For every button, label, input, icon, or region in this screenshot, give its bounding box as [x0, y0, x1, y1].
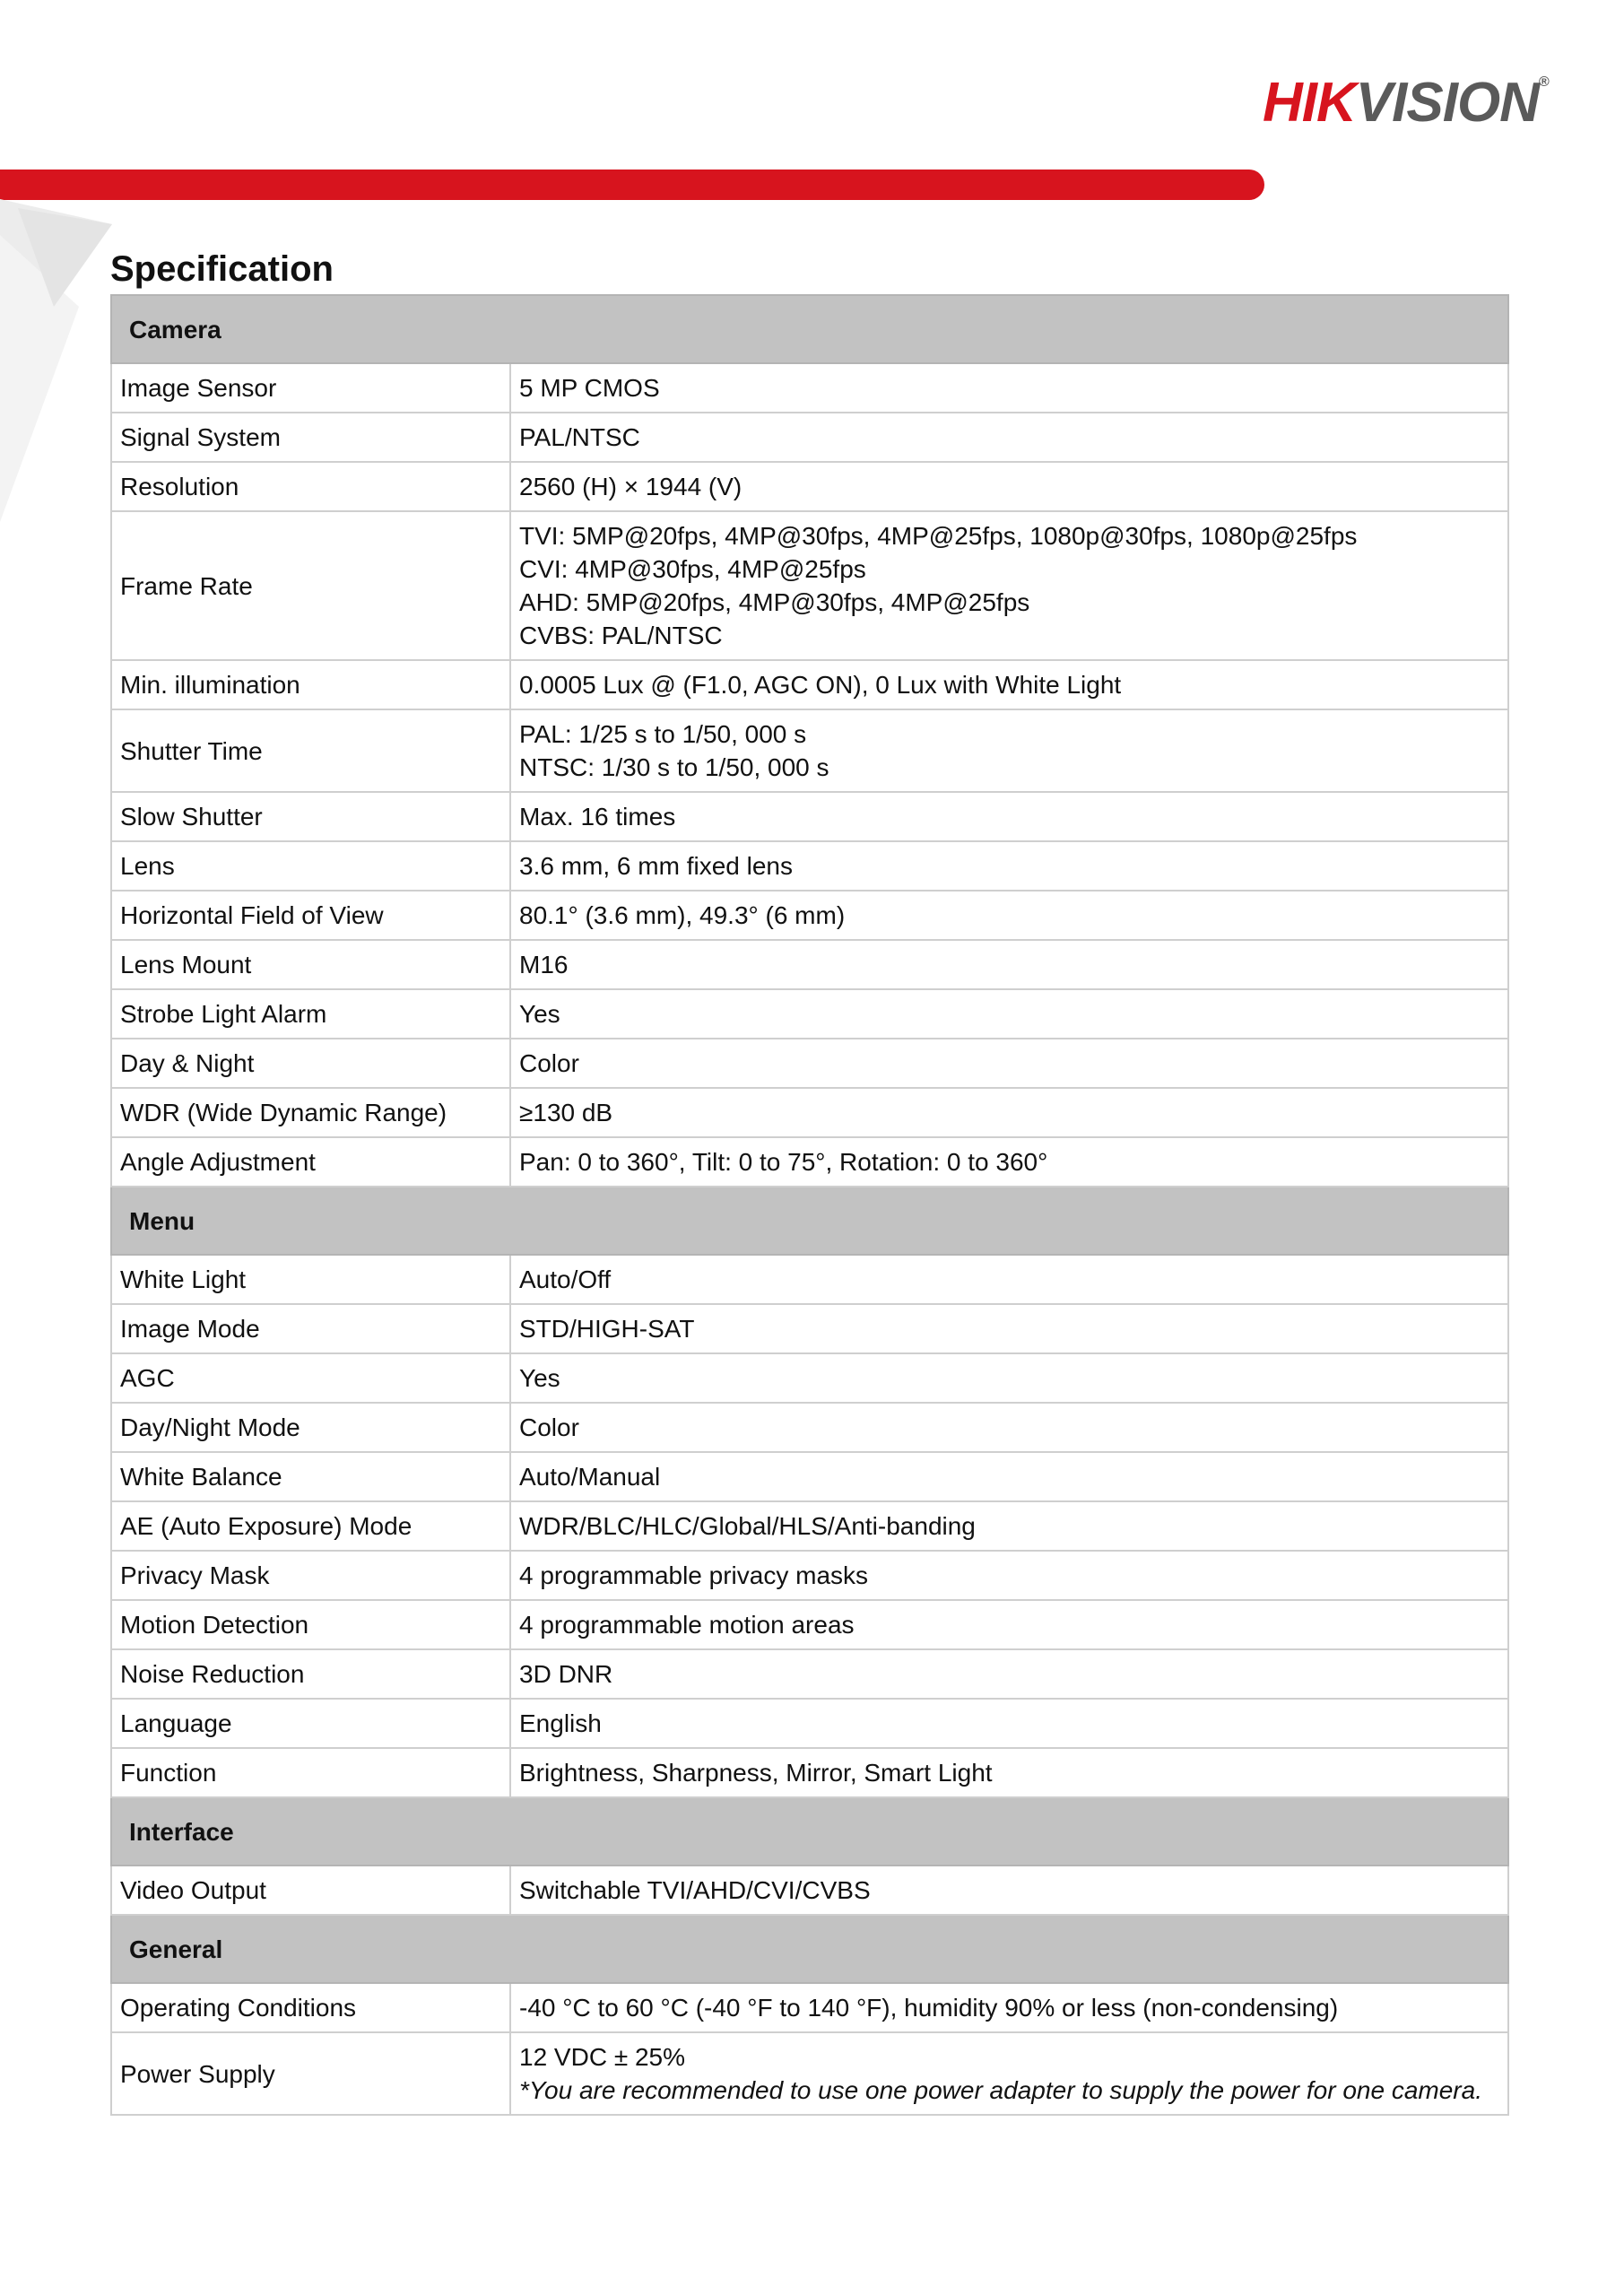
spec-value — [510, 1088, 1508, 1137]
spec-row — [111, 1649, 1508, 1699]
spec-label: Function — [111, 1748, 510, 1797]
spec-label: Slow Shutter — [111, 792, 510, 841]
spec-value-line: TVI: 5MP@20fps, 4MP@30fps, 4MP@25fps, 1080p@30fps, 1080p@25fps — [519, 522, 1358, 550]
spec-note: *You are recommended to use one power adapter to supply the power for one camera. — [519, 2076, 1482, 2104]
spec-row — [111, 1551, 1508, 1600]
spec-label: Power Supply — [111, 2032, 510, 2115]
spec-value-line: M16 — [519, 951, 569, 978]
spec-label: WDR (Wide Dynamic Range) — [111, 1088, 510, 1137]
spec-label: Angle Adjustment — [111, 1137, 510, 1187]
spec-label: Day/Night Mode — [111, 1403, 510, 1452]
spec-row — [111, 413, 1508, 462]
spec-label: Frame Rate — [111, 511, 510, 660]
spec-value — [510, 413, 1508, 462]
spec-value-line: 0.0005 Lux @ (F1.0, AGC ON), 0 Lux with White Light — [519, 671, 1122, 699]
spec-row — [111, 1600, 1508, 1649]
spec-value-line: PAL: 1/25 s to 1/50, 000 s — [519, 720, 807, 748]
spec-value — [510, 511, 1508, 660]
spec-row — [111, 709, 1508, 792]
spec-value — [510, 1983, 1508, 2032]
spec-row — [111, 511, 1508, 660]
spec-value — [510, 940, 1508, 989]
spec-value-line: Color — [519, 1413, 579, 1441]
spec-row — [111, 2032, 1508, 2115]
spec-value-line: STD/HIGH-SAT — [519, 1315, 695, 1343]
spec-label: Lens Mount — [111, 940, 510, 989]
spec-row — [111, 940, 1508, 989]
spec-label: Operating Conditions — [111, 1983, 510, 2032]
spec-value-line: Brightness, Sharpness, Mirror, Smart Light — [519, 1759, 993, 1787]
logo-part-vision: VISION — [1355, 72, 1539, 134]
spec-label: Day & Night — [111, 1039, 510, 1088]
spec-row — [111, 1088, 1508, 1137]
spec-row — [111, 1039, 1508, 1088]
spec-label: Lens — [111, 841, 510, 891]
section-header — [111, 1915, 1508, 1983]
spec-label: Image Sensor — [111, 363, 510, 413]
spec-row — [111, 989, 1508, 1039]
spec-row — [111, 1403, 1508, 1452]
spec-label: Shutter Time — [111, 709, 510, 792]
spec-label: White Balance — [111, 1452, 510, 1501]
spec-value-line: 12 VDC ± 25% — [519, 2043, 686, 2071]
spec-value-line: 4 programmable motion areas — [519, 1611, 855, 1639]
spec-row — [111, 1137, 1508, 1187]
spec-value — [510, 709, 1508, 792]
spec-row — [111, 891, 1508, 940]
section-header — [111, 295, 1508, 363]
spec-row — [111, 660, 1508, 709]
spec-value — [510, 1452, 1508, 1501]
spec-row — [111, 1866, 1508, 1915]
spec-row — [111, 792, 1508, 841]
spec-value-line: -40 °C to 60 °C (-40 °F to 140 °F), humidity 90% or less (non-condensing) — [519, 1994, 1339, 2022]
spec-value-line: Max. 16 times — [519, 803, 676, 831]
spec-value — [510, 1600, 1508, 1649]
spec-value-line: English — [519, 1709, 602, 1737]
spec-row — [111, 1699, 1508, 1748]
spec-label: White Light — [111, 1255, 510, 1304]
spec-label: Motion Detection — [111, 1600, 510, 1649]
spec-label: Min. illumination — [111, 660, 510, 709]
spec-value-line: CVBS: PAL/NTSC — [519, 622, 723, 649]
spec-value — [510, 792, 1508, 841]
spec-value — [510, 2032, 1508, 2115]
spec-label: Noise Reduction — [111, 1649, 510, 1699]
spec-value — [510, 660, 1508, 709]
spec-value — [510, 1649, 1508, 1699]
spec-label: Image Mode — [111, 1304, 510, 1353]
section-title: General — [111, 1915, 1508, 1983]
spec-value-line: WDR/BLC/HLC/Global/HLS/Anti-banding — [519, 1512, 976, 1540]
spec-label: Language — [111, 1699, 510, 1748]
spec-value-line: NTSC: 1/30 s to 1/50, 000 s — [519, 753, 829, 781]
spec-row — [111, 1304, 1508, 1353]
spec-value-line: AHD: 5MP@20fps, 4MP@30fps, 4MP@25fps — [519, 588, 1030, 616]
spec-value — [510, 1551, 1508, 1600]
spec-value — [510, 1353, 1508, 1403]
spec-label: Resolution — [111, 462, 510, 511]
spec-value — [510, 1501, 1508, 1551]
spec-value — [510, 462, 1508, 511]
spec-value-line: Auto/Off — [519, 1265, 612, 1293]
spec-value-line: Auto/Manual — [519, 1463, 661, 1491]
spec-label: AGC — [111, 1353, 510, 1403]
spec-value-line: 3.6 mm, 6 mm fixed lens — [519, 852, 793, 880]
section-header — [111, 1797, 1508, 1866]
spec-value — [510, 1137, 1508, 1187]
spec-value-line: 2560 (H) × 1944 (V) — [519, 473, 743, 500]
spec-value — [510, 1304, 1508, 1353]
hikvision-logo — [1263, 72, 1549, 134]
spec-value-line: Yes — [519, 1364, 560, 1392]
spec-row — [111, 841, 1508, 891]
spec-value-line: Color — [519, 1049, 579, 1077]
logo-part-hik: HIK — [1263, 72, 1356, 134]
spec-value-line: 80.1° (3.6 mm), 49.3° (6 mm) — [519, 901, 846, 929]
spec-value-line: 4 programmable privacy masks — [519, 1561, 869, 1589]
spec-value-line: PAL/NTSC — [519, 423, 640, 451]
spec-value-line: Pan: 0 to 360°, Tilt: 0 to 75°, Rotation: 0 to 360° — [519, 1148, 1048, 1176]
section-header — [111, 1187, 1508, 1255]
header-red-bar — [0, 170, 1264, 200]
specification-table — [110, 294, 1509, 2116]
decorative-triangles — [0, 199, 117, 522]
spec-value-line: CVI: 4MP@30fps, 4MP@25fps — [519, 555, 866, 583]
spec-value — [510, 989, 1508, 1039]
spec-row — [111, 1501, 1508, 1551]
spec-value — [510, 891, 1508, 940]
spec-label: Horizontal Field of View — [111, 891, 510, 940]
spec-value-line: Yes — [519, 1000, 560, 1028]
spec-value — [510, 1255, 1508, 1304]
spec-value — [510, 363, 1508, 413]
spec-value-line: ≥130 dB — [519, 1099, 613, 1126]
section-title: Menu — [111, 1187, 1508, 1255]
spec-row — [111, 1255, 1508, 1304]
spec-value — [510, 841, 1508, 891]
logo-registered-mark: ® — [1538, 74, 1549, 90]
spec-label: Strobe Light Alarm — [111, 989, 510, 1039]
section-title: Camera — [111, 295, 1508, 363]
spec-label: Privacy Mask — [111, 1551, 510, 1600]
section-title: Interface — [111, 1797, 1508, 1866]
spec-value — [510, 1748, 1508, 1797]
spec-value — [510, 1403, 1508, 1452]
spec-label: Signal System — [111, 413, 510, 462]
spec-value — [510, 1866, 1508, 1915]
spec-row — [111, 1452, 1508, 1501]
spec-row — [111, 462, 1508, 511]
spec-value — [510, 1039, 1508, 1088]
spec-value-line: Switchable TVI/AHD/CVI/CVBS — [519, 1876, 871, 1904]
spec-value-line: 5 MP CMOS — [519, 374, 660, 402]
spec-row — [111, 1748, 1508, 1797]
spec-label: AE (Auto Exposure) Mode — [111, 1501, 510, 1551]
spec-row — [111, 363, 1508, 413]
spec-label: Video Output — [111, 1866, 510, 1915]
spec-row — [111, 1983, 1508, 2032]
page-title: Specification — [110, 249, 334, 289]
spec-value-line: 3D DNR — [519, 1660, 613, 1688]
spec-value — [510, 1699, 1508, 1748]
spec-row — [111, 1353, 1508, 1403]
